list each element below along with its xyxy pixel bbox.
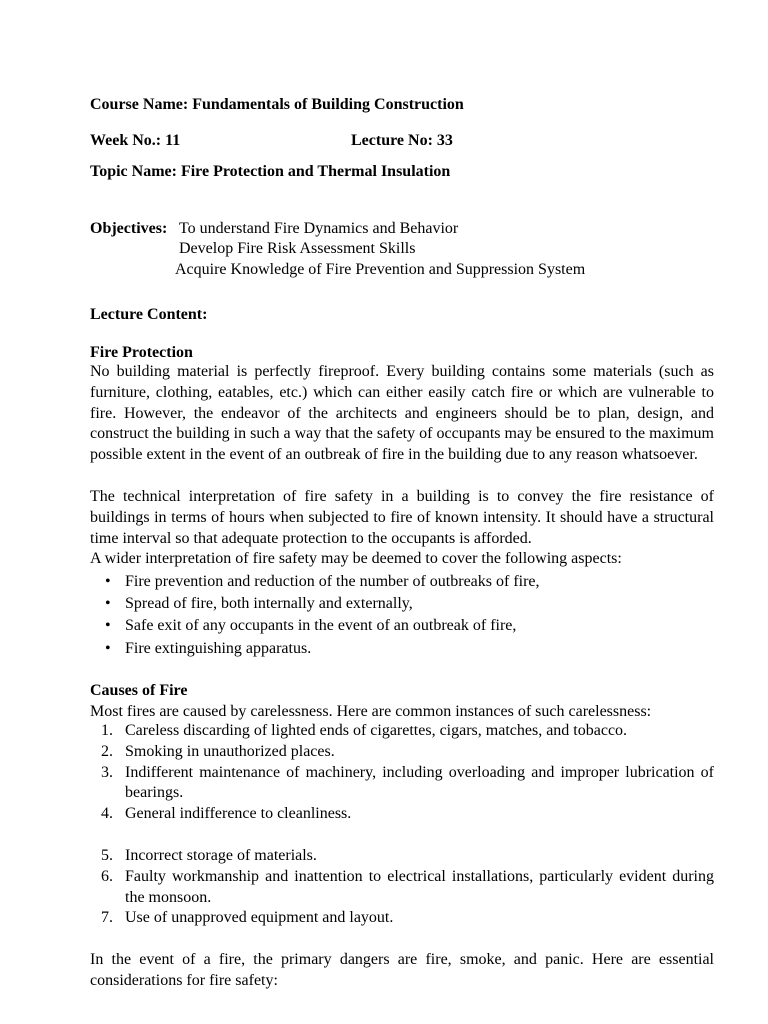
list-number: 7. bbox=[101, 909, 113, 927]
week-number: Week No.: 11 bbox=[90, 132, 181, 149]
list-number: 2. bbox=[101, 742, 113, 760]
list-item bbox=[90, 615, 714, 637]
list-number: 3. bbox=[101, 763, 113, 781]
list-item bbox=[90, 571, 714, 593]
bullet-icon: • bbox=[105, 573, 111, 590]
list-item-text: Careless discarding of lighted ends of cigarettes, cigars, matches, and tobacco. bbox=[125, 722, 628, 739]
numbered-list bbox=[90, 721, 714, 929]
bullet-icon: • bbox=[105, 639, 111, 657]
course-name: Course Name: Fundamentals of Building Construction bbox=[90, 96, 464, 113]
list-item-text: Incorrect storage of materials. bbox=[125, 846, 317, 864]
paragraph: A wider interpretation of fire safety may be deemed to cover the following aspects: bbox=[90, 550, 622, 567]
bullet-icon: • bbox=[105, 595, 111, 613]
list-item bbox=[90, 804, 714, 825]
section-heading-causes-of-fire: Causes of Fire bbox=[90, 682, 188, 699]
list-item bbox=[90, 593, 714, 615]
list-item bbox=[90, 721, 714, 742]
list-item-text: General indifference to cleanliness. bbox=[125, 805, 352, 823]
paragraph: In the event of a fire, the primary dangers are fire, smoke, and panic. Here are essential considerations for fire safety: bbox=[90, 951, 714, 989]
list-number: 4. bbox=[101, 805, 113, 823]
list-number: 1. bbox=[101, 722, 113, 739]
list-item bbox=[90, 638, 714, 660]
causes-intro: Most fires are caused by carelessness. Here are common instances of such carelessness: bbox=[90, 703, 652, 720]
list-item-text: Fire prevention and reduction of the number of outbreaks of fire, bbox=[125, 573, 540, 590]
objective-item: Acquire Knowledge of Fire Prevention and Suppression System bbox=[175, 261, 586, 278]
list-item bbox=[90, 908, 714, 929]
list-item-text: Faulty workmanship and inattention to electrical installations, particularly evident during the monsoon. bbox=[125, 867, 714, 906]
list-item-text: Spread of fire, both internally and externally, bbox=[125, 595, 413, 613]
topic-name: Topic Name: Fire Protection and Thermal Insulation bbox=[90, 163, 451, 180]
lecture-content-heading: Lecture Content: bbox=[90, 306, 208, 323]
bullet-icon: • bbox=[105, 617, 111, 635]
bullet-list bbox=[90, 571, 714, 660]
objectives-label: Objectives: bbox=[90, 220, 168, 237]
paragraph: No building material is perfectly fireproof. Every building contains some materials (such as furniture, clothing, eatables, etc.) which can either easily catch fire or which are vulnerable to fire. However, the endeavor of the architects and engineers should be to plan, design, and construct the building in such a way that the safety of occupants may be ensured to the maximum possible extent in the event of an outbreak of fire in the building due to any reason whatsoever. bbox=[90, 363, 714, 464]
list-item-text: Indifferent maintenance of machinery, including overloading and improper lubrication of bearings. bbox=[125, 763, 714, 802]
list-item bbox=[90, 763, 714, 805]
paragraph: The technical interpretation of fire safety in a building is to convey the fire resistance of buildings in terms of hours when subjected to fire of known intensity. It should have a structural time interval so that adequate protection to the occupants is afforded. bbox=[90, 488, 714, 547]
list-item bbox=[90, 867, 714, 909]
list-item bbox=[90, 742, 714, 763]
objective-item: Develop Fire Risk Assessment Skills bbox=[179, 240, 416, 257]
list-item-text: Smoking in unauthorized places. bbox=[125, 742, 335, 760]
list-item-text: Fire extinguishing apparatus. bbox=[125, 639, 312, 657]
list-number: 5. bbox=[101, 846, 113, 864]
list-item-text: Use of unapproved equipment and layout. bbox=[125, 909, 394, 927]
section-heading-fire-protection: Fire Protection bbox=[90, 344, 193, 361]
lecture-number: Lecture No: 33 bbox=[351, 132, 453, 149]
objective-item: To understand Fire Dynamics and Behavior bbox=[179, 220, 459, 237]
list-item bbox=[90, 846, 714, 867]
list-item-text: Safe exit of any occupants in the event of an outbreak of fire, bbox=[125, 617, 517, 635]
list-number: 6. bbox=[101, 867, 113, 885]
